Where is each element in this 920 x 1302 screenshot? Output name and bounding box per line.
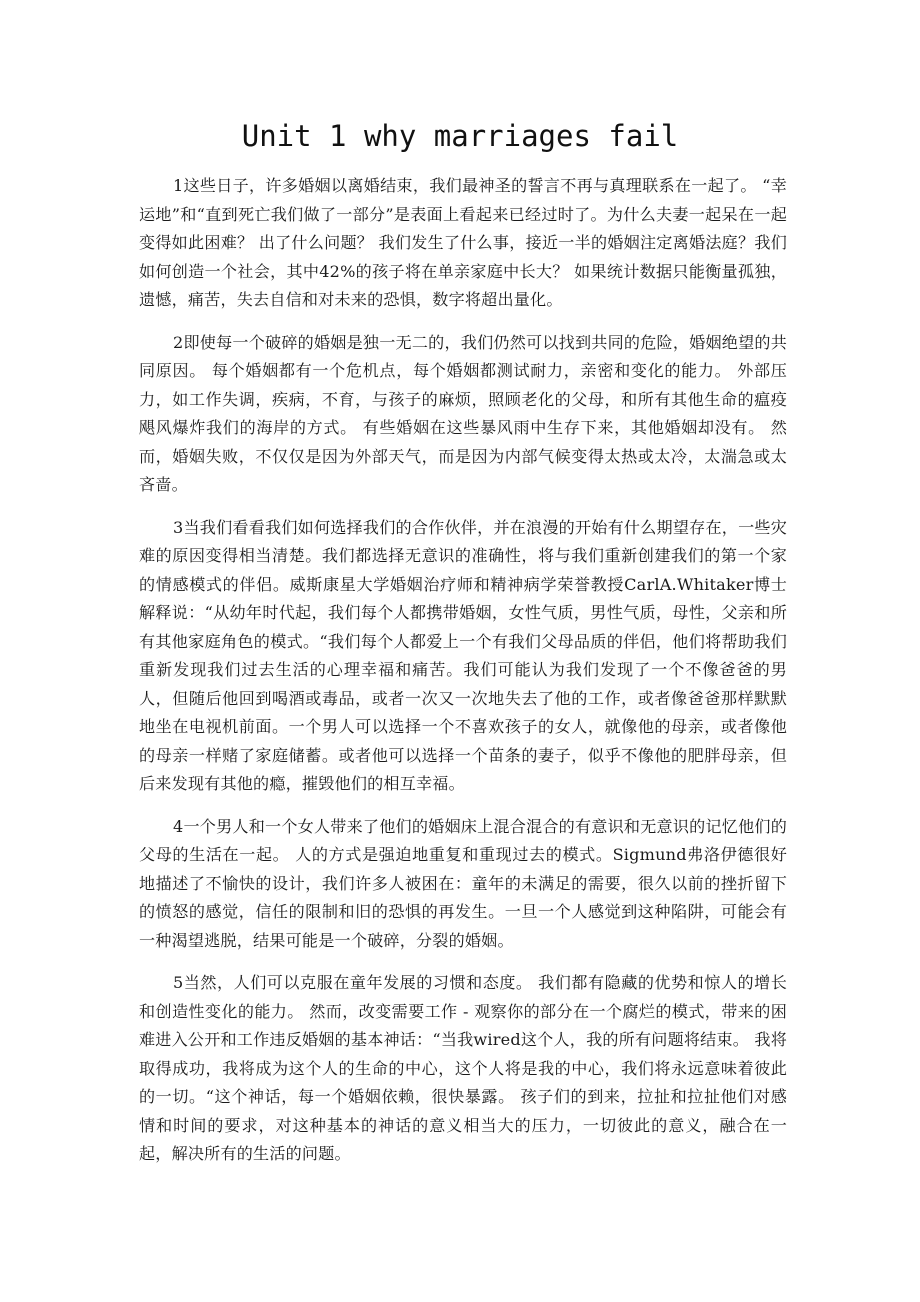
paragraph-5: 5当然，人们可以克服在童年发展的习惯和态度。 我们都有隐藏的优势和惊人的增长和创造性变化的能力。 然而，改变需要工作 - 观察你的部分在一个腐烂的模式，带来的困难进入公开和工作违反婚姻的基本神话：“当我wired这个人，我的所有问题将结束。 我将取得成功，我将成为这个人的生命的中心，这个人将是我的中心，我们将永远意味着彼此的一切。“这个神话，每一个婚姻依赖，很快暴露。 孩子们的到来，拉扯和拉扯他们对感情和时间的要求，对这种基本的神话的意义相当大的压力，一切彼此的意义，融合在一起，解决所有的生活的问题。 (139, 973, 787, 1163)
paragraph-3: 3当我们看看我们如何选择我们的合作伙伴，并在浪漫的开始有什么期望存在，一些灾难的原因变得相当清楚。我们都选择无意识的准确性，将与我们重新创建我们的第一个家的情感模式的伴侣。威斯康星大学婚姻治疗师和精神病学荣誉教授CarlA.Whitaker博士解释说：“从幼年时代起，我们每个人都携带婚姻，女性气质，男性气质，母性，父亲和所有其他家庭角色的模式。“我们每个人都爱上一个有我们父母品质的伴侣，他们将帮助我们重新发现我们过去生活的心理幸福和痛苦。我们可能认为我们发现了一个不像爸爸的男人，但随后他回到喝酒或毒品，或者一次又一次地失去了他的工作，或者像爸爸那样默默地坐在电视机前面。一个男人可以选择一个不喜欢孩子的女人，就像他的母亲，或者像他的母亲一样赌了家庭储蓄。或者他可以选择一个苗条的妻子，似乎不像他的肥胖母亲，但后来发现有其他的瘾，摧毁他们的相互幸福。 (139, 517, 787, 793)
document-title: Unit 1 why marriages fail (241, 119, 679, 153)
document-body (139, 172, 787, 1183)
paragraph-4: 4一个男人和一个女人带来了他们的婚姻床上混合混合的有意识和无意识的记忆他们的父母的生活在一起。 人的方式是强迫地重复和重现过去的模式。Sigmund弗洛伊德很好地描述了不愉快的设计，我们许多人被困在：童年的未满足的需要，很久以前的挫折留下的愤怒的感觉，信任的限制和旧的恐惧的再发生。一旦一个人感觉到这种陷阱，可能会有一种渴望逃脱，结果可能是一个破碎，分裂的婚姻。 (139, 816, 787, 950)
paragraph-1: 1这些日子，许多婚姻以离婚结束，我们最神圣的誓言不再与真理联系在一起了。 “幸运地”和“直到死亡我们做了一部分”是表面上看起来已经过时了。为什么夫妻一起呆在一起变得如此困难？ 出了什么问题？ 我们发生了什么事，接近一半的婚姻注定离婚法庭？我们如何创造一个社会，其中42%的孩子将在单亲家庭中长大？ 如果统计数据只能衡量孤独，遗憾，痛苦，失去自信和对未来的恐惧，数字将超出量化。 (139, 176, 787, 309)
paragraph-2: 2即使每一个破碎的婚姻是独一无二的，我们仍然可以找到共同的危险，婚姻绝望的共同原因。 每个婚姻都有一个危机点，每个婚姻都测试耐力，亲密和变化的能力。 外部压力，如工作失调，疾病，不育，与孩子的麻烦，照顾老化的父母，和所有其他生命的瘟疫飓风爆炸我们的海岸的方式。 有些婚姻在这些暴风雨中生存下来，其他婚姻却没有。 然而，婚姻失败，不仅仅是因为外部天气，而是因为内部气候变得太热或太冷，太湍急或太吝啬。 (139, 332, 787, 494)
